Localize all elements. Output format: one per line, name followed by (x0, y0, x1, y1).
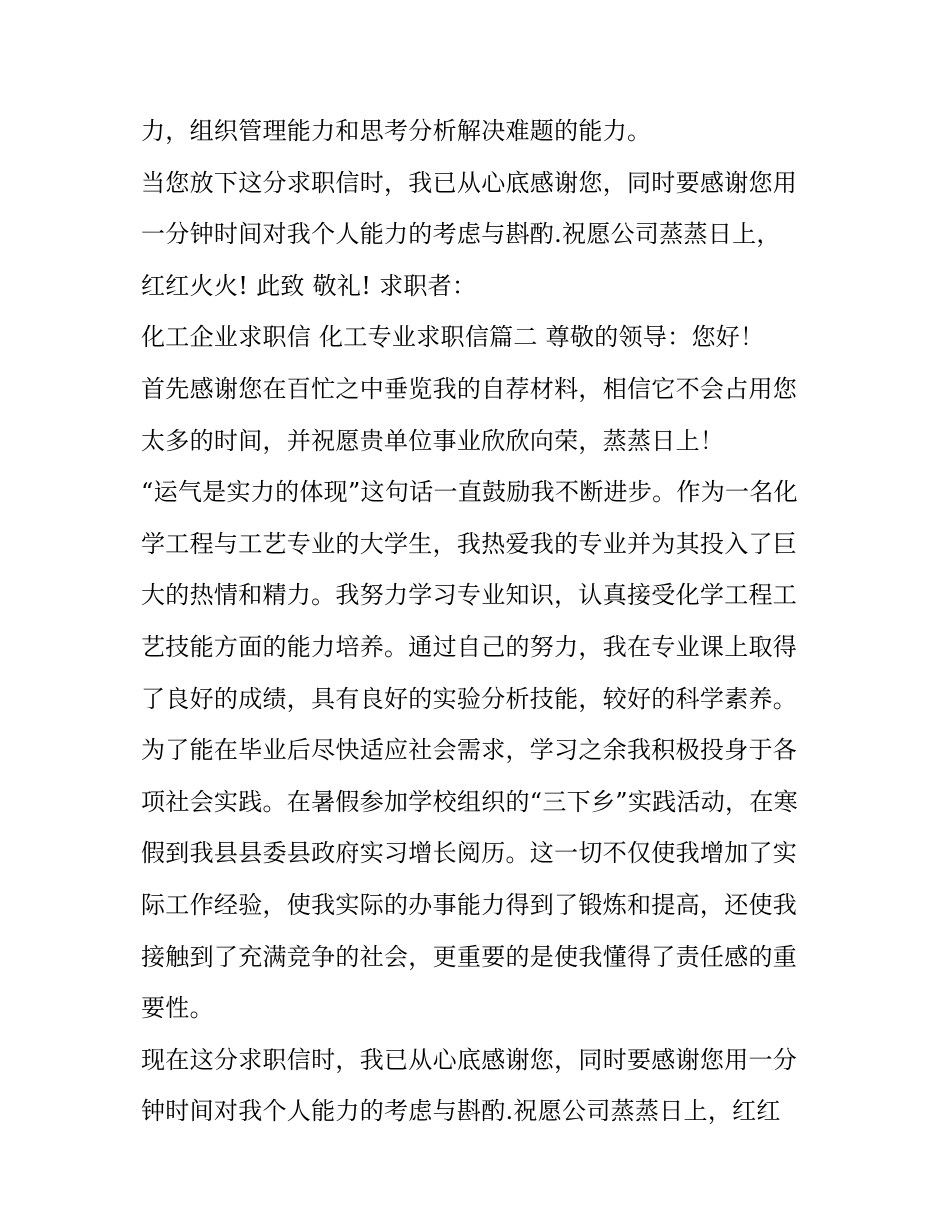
text-line: 为了能在毕业后尽快适应社会需求，学习之余我积极投身于各 (141, 736, 798, 765)
text-line: 力，组织管理能力和思考分析解决难题的能力。 (141, 117, 652, 145)
text-line: 化工企业求职信 化工专业求职信篇二 尊敬的领导：您好！ (141, 323, 765, 352)
text-line: “运气是实力的体现”这句话一直鼓励我不断进步。作为一名化 (141, 478, 798, 507)
text-line: 学工程与工艺专业的大学生，我热爱我的专业并为其投入了巨 (141, 529, 798, 558)
text-line: 现在这分求职信时，我已从心底感谢您，同时要感谢您用一分 (141, 1045, 798, 1074)
text-line: 首先感谢您在百忙之中垂览我的自荐材料，相信它不会占用您 (141, 374, 798, 403)
text-line: 当您放下这分求职信时，我已从心底感谢您，同时要感谢您用 (141, 168, 798, 197)
text-line: 太多的时间，并祝愿贵单位事业欣欣向荣，蒸蒸日上！ (141, 426, 725, 455)
text-line: 艺技能方面的能力培养。通过自己的努力，我在专业课上取得 (141, 632, 798, 661)
text-line: 一分钟时间对我个人能力的考虑与斟酌.祝愿公司蒸蒸日上， (141, 220, 781, 249)
text-line: 红红火火! 此致 敬礼! 求职者： (141, 271, 477, 300)
text-line: 大的热情和精力。我努力学习专业知识，认真接受化学工程工 (141, 581, 798, 610)
text-line: 假到我县县委县政府实习增长阅历。这一切不仅使我增加了实 (141, 839, 798, 868)
letter-body (141, 106, 841, 1138)
text-line: 要性。 (141, 994, 214, 1023)
text-line: 接触到了充满竞争的社会，更重要的是使我懂得了责任感的重 (141, 942, 798, 971)
text-line: 际工作经验，使我实际的办事能力得到了锻炼和提高，还使我 (141, 890, 798, 919)
text-line: 了良好的成绩，具有良好的实验分析技能，较好的科学素养。 (141, 684, 798, 713)
text-line: 项社会实践。在暑假参加学校组织的“三下乡”实践活动，在寒 (141, 787, 798, 816)
text-line: 钟时间对我个人能力的考虑与斟酌.祝愿公司蒸蒸日上，红红 (141, 1097, 781, 1126)
